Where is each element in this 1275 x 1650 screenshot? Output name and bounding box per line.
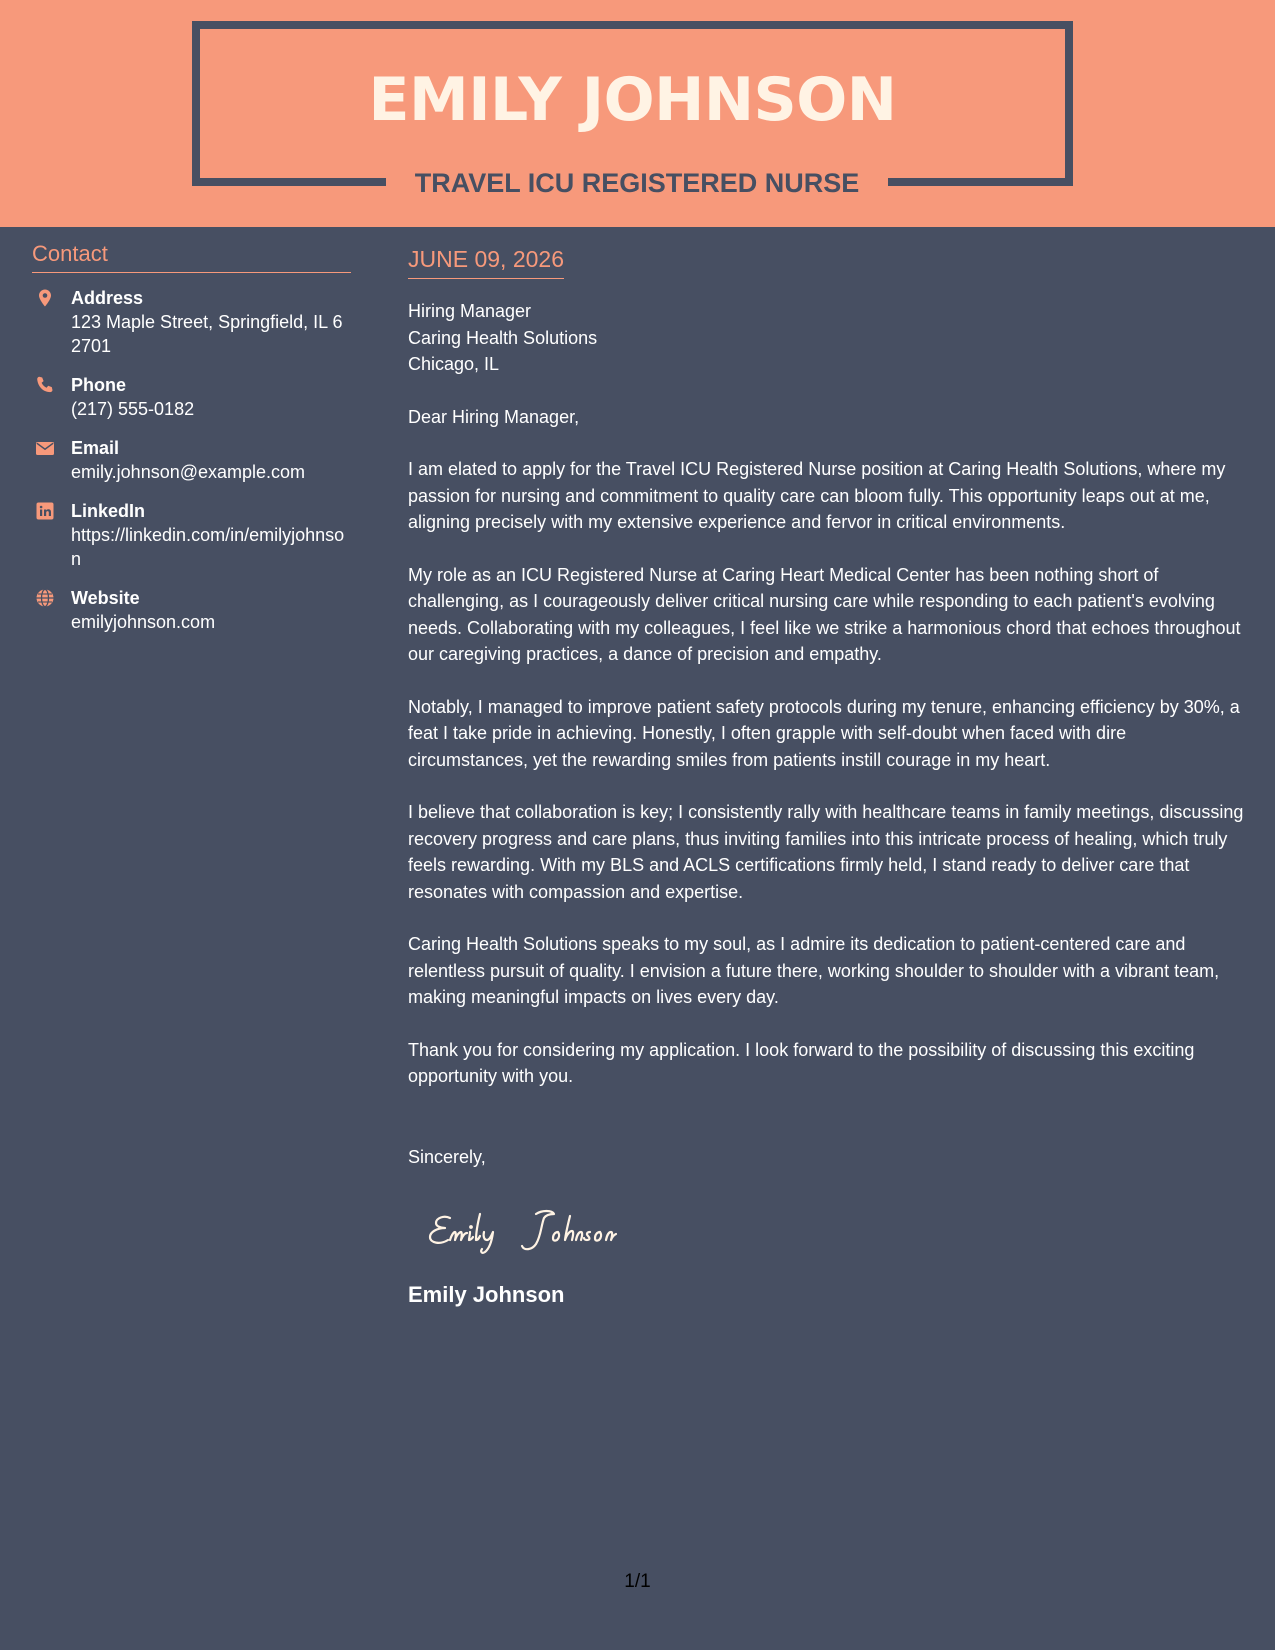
salutation: Dear Hiring Manager, [408, 406, 580, 427]
linkedin-label: LinkedIn [71, 501, 146, 521]
header-banner [0, 0, 1275, 227]
job-title: TRAVEL ICU REGISTERED NURSE [414, 168, 860, 198]
envelope-icon [35, 438, 55, 458]
phone-value: (217) 555-0182 [71, 399, 195, 419]
signatory-name: Emily Johnson [408, 1282, 565, 1307]
email-value[interactable]: emily.johnson@example.com [71, 462, 306, 482]
letter-paragraph: My role as an ICU Registered Nurse at Caring Heart Medical Center has been nothing short of challenging, as I courageously deliver critical nursing care while responding to each patient's evolving needs. Collaborating with my colleagues, I feel like we strike a harmonious chord that echoes throughout our caregiving practices, a dance of precision and empathy. [408, 564, 1241, 664]
website-value[interactable]: emilyjohnson.com [71, 612, 216, 632]
linkedin-value[interactable]: https://linkedin.com/in/emilyjohnson [71, 525, 345, 569]
letter-paragraph: Caring Health Solutions speaks to my soul, as I admire its dedication to patient-centered care and relentless pursuit of quality. I envision a future there, working shoulder to shoulder with a vibrant team, making meaningful impacts on lives every day. [408, 934, 1220, 1007]
map-pin-icon [35, 288, 55, 308]
recipient-line: Hiring Manager [408, 301, 532, 321]
address-value: 123 Maple Street, Springfield, IL 62701 [71, 312, 343, 356]
letter-paragraph: Notably, I managed to improve patient safety protocols during my tenure, enhancing efficiency by 30%, a feat I take pride in achieving. Honestly, I often grapple with self-doubt when faced with dire circumstances, yet the rewarding smiles from patients instill courage in my heart. [408, 696, 1240, 770]
applicant-name: EMILY JOHNSON [368, 65, 897, 135]
contact-address [32, 286, 351, 358]
contact-linkedin [32, 499, 351, 571]
sidebar [32, 240, 351, 649]
recipient-line: Caring Health Solutions [408, 327, 598, 348]
signature-image [424, 1200, 664, 1260]
letter-paragraph: Thank you for considering my application. I look forward to the possibility of discussing this exciting opportunity with you. [408, 1039, 1195, 1086]
contact-phone [32, 373, 351, 421]
contact-website [32, 586, 351, 634]
email-label: Email [71, 438, 120, 458]
letter-body [408, 244, 1248, 1310]
page-number: 1/1 [624, 1571, 651, 1592]
contact-section-title: Contact [32, 240, 351, 273]
contact-email [32, 436, 351, 484]
letter-date: JUNE 09, 2026 [408, 244, 564, 279]
address-label: Address [71, 288, 144, 308]
phone-label: Phone [71, 375, 127, 395]
phone-icon [35, 375, 55, 395]
letter-paragraph: I believe that collaboration is key; I consistently rally with healthcare teams in family meetings, discussing recovery progress and care plans, thus inviting families into this intricate process of healing, which truly feels rewarding. With my BLS and ACLS certifications firmly held, I stand ready to deliver care that resonates with compassion and expertise. [408, 802, 1244, 902]
linkedin-icon [35, 501, 55, 521]
letter-paragraph: I am elated to apply for the Travel ICU Registered Nurse position at Caring Health Solutions, where my passion for nursing and commitment to quality care can bloom fully. This opportunity leaps out at me, aligning precisely with my extensive experience and fervor in critical environments. [408, 459, 1226, 532]
website-label: Website [71, 588, 140, 608]
recipient-line: Chicago, IL [408, 354, 500, 374]
globe-icon [35, 588, 55, 608]
recipient-block [408, 298, 1248, 378]
closing: Sincerely, [408, 1146, 486, 1167]
